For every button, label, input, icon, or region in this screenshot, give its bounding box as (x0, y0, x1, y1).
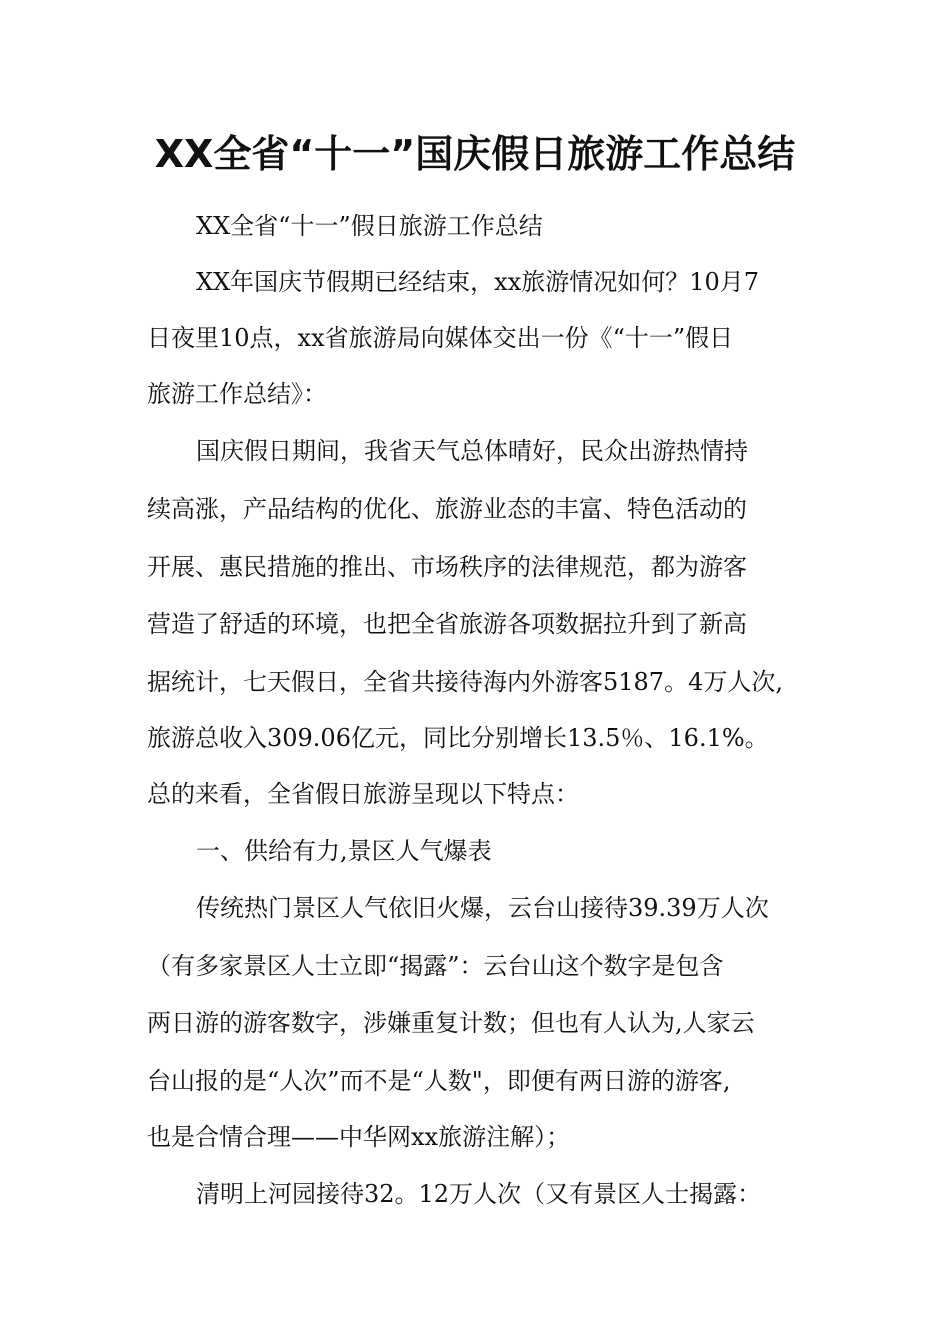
body-line: XX全省“十一”假日旅游工作总结 (196, 212, 543, 240)
body-line: 一、供给有力,景区人气爆表 (196, 837, 492, 865)
body-line: 旅游工作总结》： (147, 380, 327, 408)
body-line: 日夜里10点，xx省旅游局向媒体交出一份《“十一”假日 (147, 324, 734, 352)
body-line: 开展、惠民措施的推出、市场秩序的法律规范，都为游客 (147, 553, 747, 581)
body-line: 总的来看，全省假日旅游呈现以下特点： (147, 780, 579, 808)
body-line: （有多家景区人士立即“揭露”：云台山这个数字是包含 (147, 952, 724, 980)
body-line: 清明上河园接待32。12万人次（又有景区人士揭露： (196, 1180, 762, 1208)
body-line: 据统计，七天假日，全省共接待海内外游客5187。4万人次, (147, 668, 783, 696)
body-line: 营造了舒适的环境，也把全省旅游各项数据拉升到了新高 (147, 610, 747, 638)
body-line: 旅游总收入309.06亿元，同比分别增长13.5％、16.1%。 (147, 724, 769, 752)
body-line: 续高涨，产品结构的优化、旅游业态的丰富、特色活动的 (147, 495, 747, 523)
body-line: 传统热门景区人气依旧火爆，云台山接待39.39万人次 (196, 894, 769, 922)
body-line: 两日游的游客数字，涉嫌重复计数；但也有人认为,人家云 (147, 1009, 755, 1037)
body-line: 也是合情合理——中华网xx旅游注解）； (147, 1123, 571, 1151)
document-title: XX全省“十一”国庆假日旅游工作总结 (154, 132, 796, 176)
body-line: 国庆假日期间，我省天气总体晴好，民众出游热情持 (196, 437, 748, 465)
body-line: XX年国庆节假期已经结束，xx旅游情况如何？10月7 (196, 268, 760, 296)
body-line: 台山报的是“人次”而不是“人数"，即便有两日游的游客, (147, 1067, 731, 1095)
